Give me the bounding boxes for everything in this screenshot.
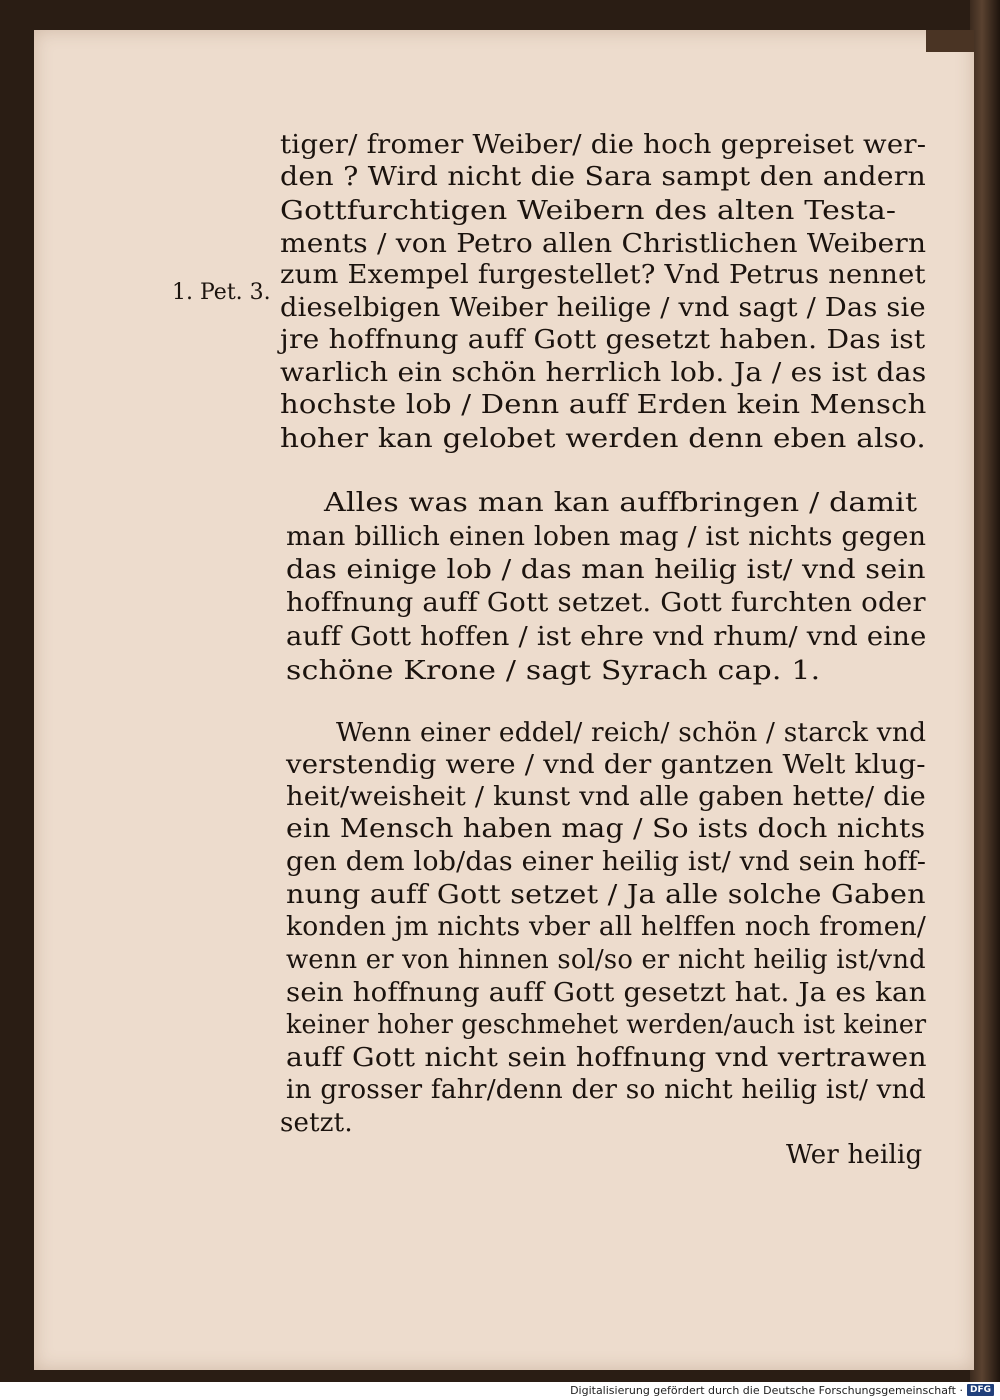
- text-line: warlich ein schön herrlich lob. Ja / es ist das: [280, 358, 927, 388]
- text-line: keiner hoher geschmehet werden/auch ist keiner: [286, 1010, 927, 1040]
- text-line: nung auff Gott setzet / Ja alle solche Gaben: [286, 880, 926, 910]
- text-line: in grosser fahr/denn der so nicht heilig ist/ vnd: [286, 1075, 926, 1105]
- margin-note: 1. Pet. 3.: [172, 280, 271, 305]
- text-line: ein Mensch haben mag / So ists doch nichts: [286, 814, 926, 844]
- text-line: ments / von Petro allen Christlichen Weibern: [280, 229, 927, 259]
- text-line: man billich einen loben mag / ist nichts gegen: [286, 522, 927, 552]
- text-line: sein hoffnung auff Gott gesetzt hat. Ja es kan: [286, 978, 927, 1008]
- text-line: den ? Wird nicht die Sara sampt den andern: [280, 162, 926, 192]
- text-line: heit/weisheit / kunst vnd alle gaben hette/ die: [286, 782, 926, 812]
- page-body-text: [34, 30, 974, 1370]
- footer: [570, 1382, 994, 1398]
- text-line: zum Exempel furgestellet? Vnd Petrus nennet: [280, 260, 926, 290]
- text-line: auff Gott hoffen / ist ehre vnd rhum/ vnd eine: [286, 622, 927, 652]
- text-line: Alles was man kan auffbringen / damit: [324, 488, 918, 518]
- text-line: wenn er von hinnen sol/so er nicht heilig ist/vnd: [286, 945, 926, 975]
- text-line: dieselbigen Weiber heilige / vnd sagt / Das sie: [280, 293, 926, 323]
- text-line: jre hoffnung auff Gott gesetzt haben. Das ist: [280, 325, 926, 355]
- text-line: setzt.: [280, 1108, 353, 1138]
- book-page: [34, 30, 974, 1370]
- text-line: Wenn einer eddel/ reich/ schön / starck vnd: [336, 718, 927, 748]
- text-line: hoffnung auff Gott setzet. Gott furchten oder: [286, 588, 926, 618]
- text-line: konden jm nichts vber all helffen noch fromen/: [286, 912, 927, 942]
- catchword: Wer heilig: [786, 1140, 923, 1170]
- footer-credit: Digitalisierung gefördert durch die Deutsche Forschungsgemeinschaft ·: [570, 1383, 963, 1397]
- text-line: auff Gott nicht sein hoffnung vnd vertrawen: [286, 1043, 927, 1073]
- text-line: hoher kan gelobet werden denn eben also.: [280, 424, 927, 454]
- text-line: gen dem lob/das einer heilig ist/ vnd sein hoff-: [286, 847, 927, 877]
- text-line: tiger/ fromer Weiber/ die hoch gepreiset wer-: [280, 130, 927, 160]
- text-line: das einige lob / das man heilig ist/ vnd sein: [286, 555, 926, 585]
- dfg-logo: DFG: [967, 1384, 994, 1396]
- text-line: schöne Krone / sagt Syrach cap. 1.: [286, 656, 821, 686]
- binding-edge: [970, 0, 1000, 1382]
- text-line: Gottfurchtigen Weibern des alten Testa-: [280, 196, 897, 226]
- text-line: verstendig were / vnd der gantzen Welt klug-: [286, 750, 926, 780]
- text-line: hochste lob / Denn auff Erden kein Mensch: [280, 390, 927, 420]
